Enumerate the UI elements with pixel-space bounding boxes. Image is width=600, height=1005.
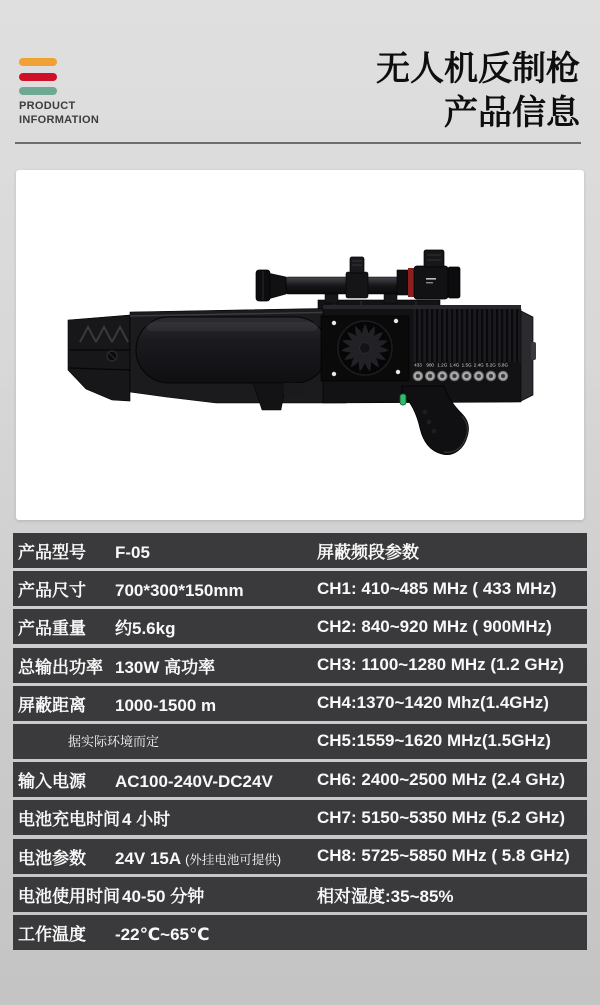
spec-right-cell: CH6: 2400~2500 MHz (2.4 GHz) xyxy=(317,769,566,789)
spec-table xyxy=(13,533,587,953)
spec-value: 24V 15A xyxy=(115,848,182,868)
product-image-card xyxy=(16,170,584,520)
spec-row xyxy=(13,915,587,950)
gun-body xyxy=(68,305,536,410)
spec-value: 130W 高功率 xyxy=(115,657,216,677)
spec-label: 产品重量 xyxy=(18,619,86,639)
panel-screw xyxy=(332,372,336,376)
spec-row xyxy=(13,648,587,683)
spec-value: 4 小时 xyxy=(122,810,171,830)
spec-row xyxy=(13,533,587,568)
spec-right-cell: CH7: 5150~5350 MHz (5.2 GHz) xyxy=(317,807,566,827)
spec-right-cell: 屏蔽频段参数 xyxy=(317,543,419,562)
spec-note: 据实际环境而定 xyxy=(68,734,160,750)
spec-left-cell xyxy=(18,805,317,830)
logo-bar-orange xyxy=(19,58,57,66)
rifle-scope xyxy=(256,250,460,301)
spec-value: 40-50 分钟 xyxy=(122,886,205,906)
antenna-frequency-label: 1.2G xyxy=(437,362,448,368)
page-title-line1: 无人机反制枪 xyxy=(376,50,580,88)
spec-value: 约5.6kg xyxy=(115,619,176,639)
grip-green-button xyxy=(400,394,406,405)
antenna-frequency-label: 1.4G xyxy=(449,362,460,368)
spec-row xyxy=(13,686,587,721)
antenna-frequency-label: 900 xyxy=(426,362,434,368)
spec-left-cell xyxy=(18,731,317,751)
spec-left-cell xyxy=(18,920,317,945)
spec-right-cell: CH8: 5725~5850 MHz ( 5.8 GHz) xyxy=(317,846,570,865)
spec-left-cell xyxy=(18,844,317,869)
spec-label: 产品尺寸 xyxy=(18,581,86,601)
antenna-frequency-label: 5.2G xyxy=(485,362,496,368)
spec-left-cell xyxy=(18,691,317,716)
spec-value: -22℃~65℃ xyxy=(115,924,210,944)
spec-row xyxy=(13,800,587,835)
spec-left-cell xyxy=(18,653,317,678)
logo-caption-line1: PRODUCT xyxy=(19,100,76,112)
antenna-frequency-label: 5.8G xyxy=(498,362,509,368)
spec-right-cell: CH4:1370~1420 Mhz(1.4GHz) xyxy=(317,693,549,713)
logo-bar-teal xyxy=(19,87,57,95)
spec-label: 电池充电时间 xyxy=(18,810,120,830)
spec-label: 屏蔽距离 xyxy=(18,695,86,715)
antenna-frequency-label: 433 xyxy=(414,362,422,368)
antenna-frequency-label: 2.4G xyxy=(473,362,484,368)
spec-label: 电池参数 xyxy=(18,848,86,868)
scope-red-ring xyxy=(408,268,414,297)
spec-left-cell xyxy=(18,767,317,792)
spec-note-inline: (外挂电池可提供) xyxy=(185,852,281,867)
spec-row xyxy=(13,571,587,606)
header-divider xyxy=(15,142,581,144)
spec-left-cell xyxy=(18,614,317,639)
spec-label: 产品型号 xyxy=(18,543,86,562)
fan-panel xyxy=(321,316,409,381)
spec-row xyxy=(13,839,587,874)
panel-screw xyxy=(332,321,336,325)
spec-right-cell: CH3: 1100~1280 MHz (1.2 GHz) xyxy=(317,655,565,675)
spec-value: AC100-240V-DC24V xyxy=(115,772,273,792)
logo xyxy=(19,58,57,102)
spec-right-cell: CH1: 410~485 MHz ( 433 MHz) xyxy=(317,578,557,598)
spec-left-cell xyxy=(18,882,317,907)
panel-screw xyxy=(396,370,400,374)
spec-row xyxy=(13,762,587,797)
spec-row xyxy=(13,877,587,912)
page-title xyxy=(376,47,580,135)
scope-illumination-knob xyxy=(424,250,444,267)
logo-caption xyxy=(19,100,99,127)
logo-bar-red xyxy=(19,73,57,81)
spec-left-cell xyxy=(18,576,317,601)
panel-screw xyxy=(394,319,398,323)
spec-right-cell: 相对湿度:35~85% xyxy=(317,886,454,906)
spec-label: 电池使用时间 xyxy=(18,886,120,906)
spec-row xyxy=(13,724,587,759)
spec-left-cell xyxy=(18,538,317,563)
spec-label: 总输出功率 xyxy=(18,657,103,677)
spec-row xyxy=(13,609,587,644)
antenna-frequency-label: 1.5G xyxy=(461,362,472,368)
spec-value: F-05 xyxy=(115,543,150,562)
spec-value: 1000-1500 m xyxy=(115,695,217,715)
spec-right-cell: CH2: 840~920 MHz ( 900MHz) xyxy=(317,616,552,636)
spec-right-cell: CH5:1559~1620 MHz(1.5GHz) xyxy=(317,731,551,751)
page-title-line2: 产品信息 xyxy=(444,94,580,132)
gun-illustration xyxy=(16,170,584,520)
spec-label: 工作温度 xyxy=(18,924,86,944)
gun-front-stub xyxy=(253,383,286,410)
spec-label: 输入电源 xyxy=(18,772,86,792)
gun-heatsink-fins xyxy=(413,309,521,362)
spec-value: 700*300*150mm xyxy=(115,581,244,601)
logo-caption-line2: INFORMATION xyxy=(19,113,100,126)
